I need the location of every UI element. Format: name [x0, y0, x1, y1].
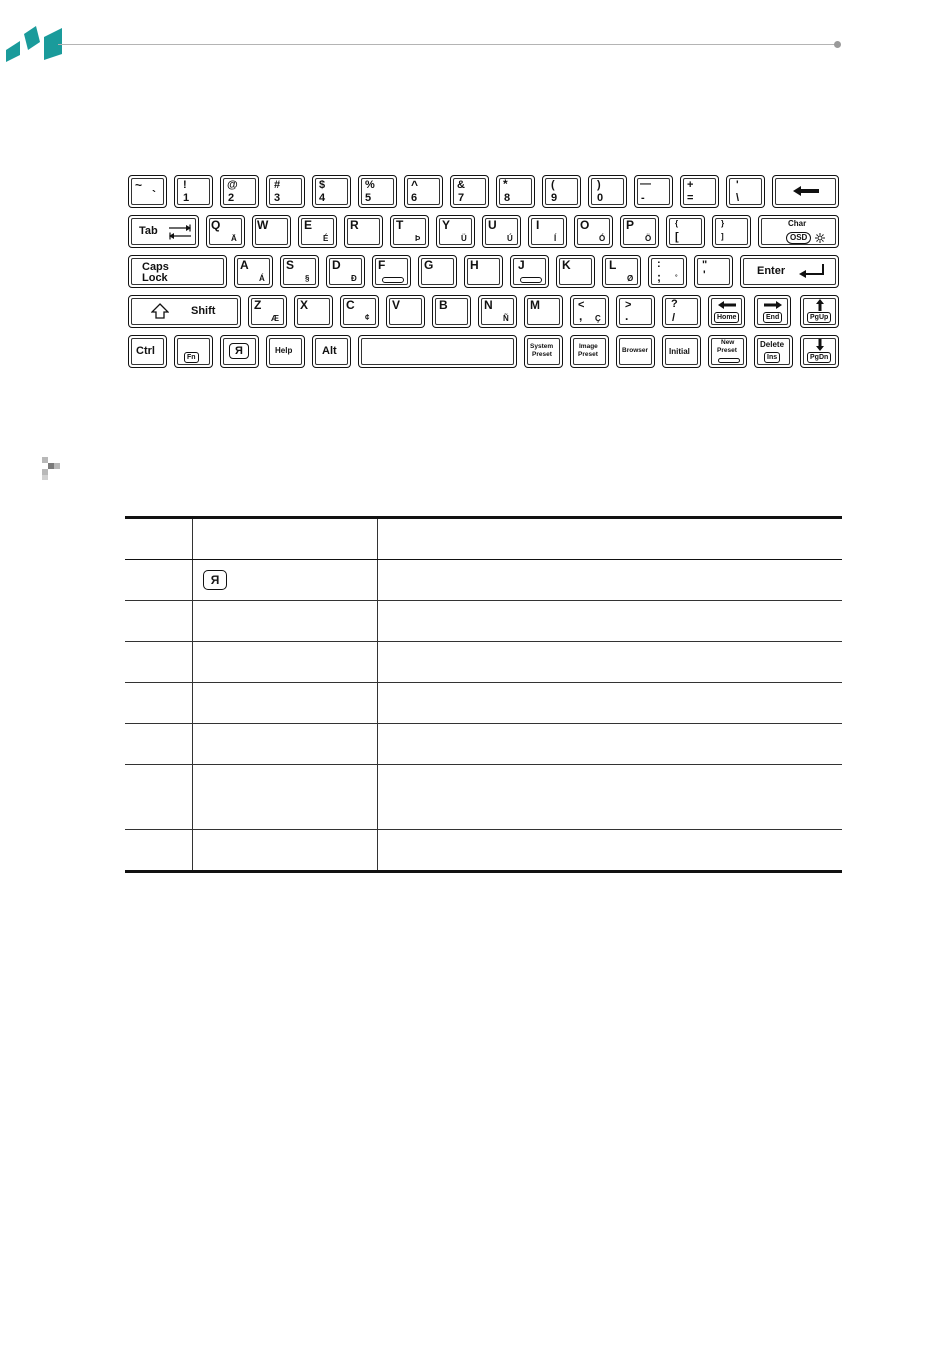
table-cell	[378, 765, 843, 830]
table-cell	[378, 560, 843, 601]
key-label-top: '	[736, 179, 739, 191]
key-l	[602, 255, 641, 288]
table-cell	[125, 830, 193, 872]
shift-arrow-icon	[151, 303, 169, 319]
key-backspace	[772, 175, 839, 208]
key-6	[404, 175, 443, 208]
table-cell	[193, 765, 378, 830]
delete-label: Delete	[760, 340, 785, 349]
key-label-alt: Æ	[271, 314, 279, 323]
key-y	[436, 215, 475, 248]
keyboard-diagram	[0, 0, 950, 380]
key-label-alt: Ö	[645, 234, 652, 243]
table-cell	[125, 601, 193, 642]
key-k	[556, 255, 595, 288]
key-s	[280, 255, 319, 288]
key-label-top: +	[687, 179, 694, 191]
key-left-home	[708, 295, 745, 328]
key-slash	[662, 295, 701, 328]
key-t	[390, 215, 429, 248]
key-v	[386, 295, 425, 328]
key-equals	[680, 175, 719, 208]
home-bump-marker	[520, 277, 542, 283]
key-label-top: &	[457, 179, 465, 191]
key-label-main: H	[470, 258, 479, 272]
key-label-alt: Á	[259, 274, 265, 283]
key-4	[312, 175, 351, 208]
key-caps-lock	[128, 255, 227, 288]
table-cell	[125, 765, 193, 830]
key-label-bottom: 3	[274, 192, 281, 204]
key-label-alt: É	[323, 234, 329, 243]
ins-label: Ins	[764, 352, 780, 363]
key-label-main: Z	[254, 298, 262, 312]
table-cell	[193, 642, 378, 683]
key-label-bottom: ;	[657, 270, 661, 284]
enter-label: Enter	[757, 265, 786, 277]
table-cell	[193, 601, 378, 642]
end-label: End	[763, 312, 782, 323]
arrow-left-icon	[718, 301, 736, 309]
key-e	[298, 215, 337, 248]
table-row	[125, 601, 842, 642]
key-label-main: >	[625, 299, 632, 311]
key-alt	[312, 335, 351, 368]
key-shift	[128, 295, 241, 328]
key-label-bottom: 1	[183, 192, 190, 204]
key-label-main: C	[346, 298, 355, 312]
arrow-down-icon	[816, 339, 824, 351]
key-label-bottom: /	[672, 312, 676, 324]
key-fn	[174, 335, 213, 368]
table-cell	[378, 830, 843, 872]
table-cell	[378, 642, 843, 683]
arrow-up-icon	[816, 299, 824, 311]
key-period	[616, 295, 655, 328]
key-label-main: S	[286, 258, 295, 272]
section-bullet-icon	[41, 457, 60, 480]
table-cell	[378, 683, 843, 724]
key-label-main: W	[257, 218, 269, 232]
key-label-bottom: -	[641, 192, 645, 204]
key-label-alt: Ü	[461, 234, 467, 243]
key-label-bottom: \	[736, 192, 740, 204]
key-label-main: I	[536, 218, 540, 232]
key-label-top: —	[640, 178, 651, 190]
key-label-bottom: 9	[551, 192, 558, 204]
key-h	[464, 255, 503, 288]
key-ctrl	[128, 335, 167, 368]
key-backslash	[726, 175, 765, 208]
table-cell	[193, 724, 378, 765]
key-label-alt: °	[675, 274, 678, 281]
key-label-bottom: 8	[504, 192, 511, 204]
key-initial	[662, 335, 701, 368]
key-label-alt: §	[305, 274, 310, 283]
key-label-alt: ¢	[365, 313, 370, 322]
key-label-main: R	[350, 218, 359, 232]
key-label-bottom: 0	[597, 192, 604, 204]
key-label-alt: Ø	[627, 274, 634, 283]
key-label-main: T	[396, 218, 404, 232]
system-label: System	[530, 343, 554, 350]
key-z	[248, 295, 287, 328]
key-label-main: B	[439, 298, 448, 312]
key-label-bottom: 5	[365, 192, 372, 204]
key-label-alt: Ç	[595, 314, 601, 323]
key-n	[478, 295, 517, 328]
key-label-bottom: .	[625, 309, 629, 323]
key-label-bottom: 4	[319, 192, 326, 204]
key-left-brace	[666, 215, 705, 248]
key-label-main: G	[424, 258, 434, 272]
key-label-main: K	[562, 258, 571, 272]
preset-label: Preset	[532, 351, 552, 358]
shift-label: Shift	[191, 305, 216, 317]
key-m	[524, 295, 563, 328]
key-label-main: V	[392, 298, 401, 312]
key-label-main: ?	[671, 298, 678, 310]
key-label-main: N	[484, 298, 493, 312]
key-1	[174, 175, 213, 208]
key-w	[252, 215, 291, 248]
table-cell	[378, 724, 843, 765]
key-label-top: $	[319, 179, 326, 191]
key-semicolon	[648, 255, 687, 288]
pgdn-label: PgDn	[807, 352, 831, 363]
key-quote	[694, 255, 733, 288]
key-label-main: X	[300, 298, 309, 312]
image-label: Image	[579, 343, 598, 350]
key-label-top: )	[597, 179, 601, 191]
initial-label: Initial	[669, 347, 690, 356]
key-9	[542, 175, 581, 208]
key-label-main: {	[675, 219, 679, 228]
key-i	[528, 215, 567, 248]
table-cell	[125, 724, 193, 765]
key-label-top: (	[551, 179, 555, 191]
key-label-bottom: 7	[458, 192, 465, 204]
header-cell-1	[125, 518, 193, 560]
key-label-main: A	[240, 258, 249, 272]
key-label-main: :	[657, 258, 661, 270]
fn-label: Fn	[184, 352, 199, 363]
header-cell-3	[378, 518, 843, 560]
char-label: Char	[788, 219, 807, 228]
key-label-main: }	[721, 219, 725, 228]
key-label-top: ~	[135, 178, 143, 192]
key-label-main: E	[304, 218, 313, 232]
key-label-alt: Þ	[415, 234, 421, 243]
key-g	[418, 255, 457, 288]
key-label-main: Q	[211, 218, 221, 232]
key-space	[358, 335, 517, 368]
table-cell	[125, 642, 193, 683]
key-3	[266, 175, 305, 208]
key-5	[358, 175, 397, 208]
key-c	[340, 295, 379, 328]
key-x	[294, 295, 333, 328]
key-tab	[128, 215, 199, 248]
key-label-main: F	[378, 258, 386, 272]
key-p	[620, 215, 659, 248]
backspace-arrow-icon	[793, 186, 819, 196]
ya-key-symbol: Я	[203, 570, 227, 590]
browser-label: Browser	[622, 347, 649, 354]
ya-label: Я	[229, 343, 249, 359]
key-new-preset	[708, 335, 747, 368]
enter-arrow-icon	[799, 264, 825, 278]
key-label-main: <	[578, 299, 585, 311]
table-row	[125, 830, 842, 872]
key-label-alt: Ä	[231, 234, 237, 243]
table-cell	[125, 560, 193, 601]
key-label-main: U	[488, 218, 497, 232]
key-right-brace	[712, 215, 751, 248]
pgup-label: PgUp	[807, 312, 831, 323]
key-label-bottom: 6	[411, 192, 418, 204]
new-label: New	[721, 339, 735, 346]
key-label-alt: Ú	[507, 234, 513, 243]
key-label-alt: Ñ	[503, 314, 509, 323]
key-label-alt: ]	[721, 232, 724, 241]
key-tilde	[128, 175, 167, 208]
home-bump-marker	[718, 358, 740, 363]
key-label-top: %	[365, 179, 375, 191]
key-char-osd	[758, 215, 839, 248]
key-minus	[634, 175, 673, 208]
key-label-top: #	[274, 179, 281, 191]
table-row	[125, 765, 842, 830]
key-o	[574, 215, 613, 248]
ctrl-label: Ctrl	[136, 345, 155, 357]
preset-label: Preset	[578, 351, 598, 358]
table-row	[125, 683, 842, 724]
key-2	[220, 175, 259, 208]
caps-label: Caps	[142, 261, 169, 273]
key-b	[432, 295, 471, 328]
key-q	[206, 215, 245, 248]
key-label-bottom: 2	[228, 192, 235, 204]
table-cell	[193, 560, 378, 601]
key-delete-ins	[754, 335, 793, 368]
key-label-alt: Ð	[351, 274, 357, 283]
key-browser	[616, 335, 655, 368]
home-bump-marker	[382, 277, 404, 283]
table-row	[125, 560, 842, 601]
osd-label: OSD	[786, 232, 811, 244]
key-label-main: O	[580, 218, 590, 232]
key-system-preset	[524, 335, 563, 368]
table-cell	[193, 830, 378, 872]
table-row	[125, 642, 842, 683]
key-down-pgdn	[800, 335, 839, 368]
key-enter	[740, 255, 839, 288]
key-a	[234, 255, 273, 288]
brightness-icon	[815, 233, 825, 243]
tab-label: Tab	[139, 225, 158, 237]
key-label-main: Y	[442, 218, 451, 232]
table-row	[125, 724, 842, 765]
key-up-pgup	[800, 295, 839, 328]
key-label-top: *	[503, 177, 508, 191]
lock-label: Lock	[142, 272, 168, 284]
key-label-bottom: '	[703, 269, 706, 281]
key-label-bottom: `	[152, 188, 156, 202]
key-7	[450, 175, 489, 208]
table-cell	[193, 683, 378, 724]
key-label-main: D	[332, 258, 341, 272]
header-cell-2	[193, 518, 378, 560]
preset-label: Preset	[717, 347, 737, 354]
alt-label: Alt	[322, 345, 337, 357]
key-comma	[570, 295, 609, 328]
key-help	[266, 335, 305, 368]
key-label-bottom: =	[687, 192, 694, 204]
key-image-preset	[570, 335, 609, 368]
key-u	[482, 215, 521, 248]
key-label-main: J	[518, 258, 525, 272]
key-function-table	[125, 516, 842, 873]
key-right-end	[754, 295, 791, 328]
key-label-main: P	[626, 218, 635, 232]
key-d	[326, 255, 365, 288]
key-label-top: @	[227, 179, 238, 191]
key-f	[372, 255, 411, 288]
key-label-top: !	[183, 179, 187, 191]
key-r	[344, 215, 383, 248]
key-j	[510, 255, 549, 288]
key-label-alt: [	[675, 231, 679, 243]
key-label-alt: Í	[554, 234, 557, 243]
table-cell	[125, 683, 193, 724]
help-label: Help	[275, 346, 293, 355]
key-label-main: L	[609, 258, 617, 272]
arrow-right-icon	[764, 301, 782, 309]
key-label-main: M	[530, 298, 540, 312]
tab-arrows-icon	[169, 224, 191, 240]
table-header-row	[125, 518, 842, 560]
key-8	[496, 175, 535, 208]
key-label-main: "	[702, 259, 708, 271]
key-label-bottom: ,	[579, 309, 583, 323]
key-0	[588, 175, 627, 208]
key-ya	[220, 335, 259, 368]
key-label-alt: Ó	[599, 234, 606, 243]
table-cell	[378, 601, 843, 642]
home-label: Home	[714, 312, 739, 323]
key-label-top: ^	[411, 178, 419, 192]
